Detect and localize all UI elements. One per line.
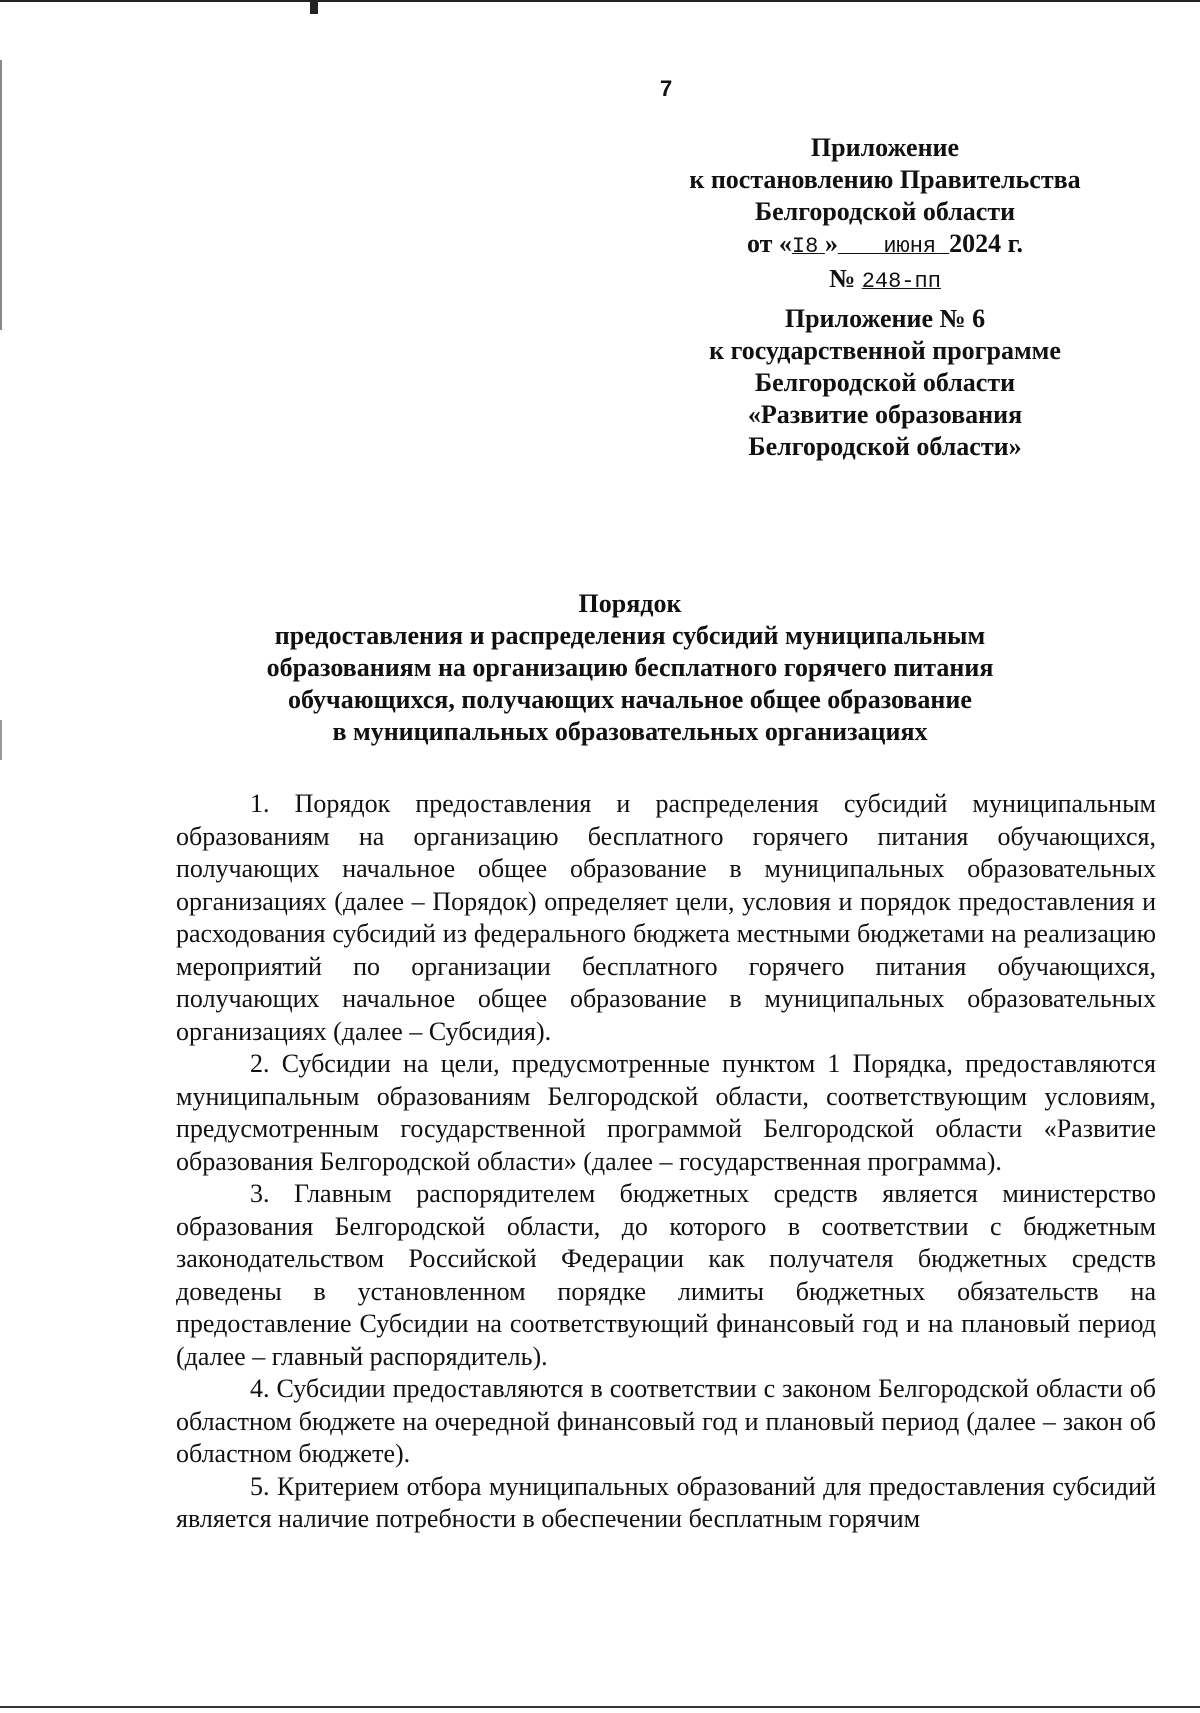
title-line-1: Порядок [578,589,682,618]
date-day: I8 [791,234,819,259]
appendix-line-5: Белгородской области» [748,432,1022,461]
appendix-line-2: к государственной программе [709,336,1061,365]
approval-date [640,228,1130,263]
date-day-close: » [824,229,838,258]
title-line-4: обучающихся, получающих начальное общее образование [288,685,972,714]
scan-border-left-mark [0,720,2,760]
document-body [176,788,1156,1536]
appendix-line-4: «Развитие образования [747,400,1023,429]
scan-border-left [0,60,2,330]
scan-border-bottom [0,1706,1200,1708]
date-prefix: от « [746,229,792,258]
approval-number [640,263,1130,298]
paragraph-5: 5. Критерием отбора муниципальных образований для предоставления субсидий является наличие потребности в обеспечении бесплатным горячим [176,1471,1156,1533]
paragraph-1: 1. Порядок предоставления и распределения субсидий муниципальным образованиям на организацию бесплатного горячего питания обучающихся, получающих начальное общее образование в муниципальных образовательных организациях (далее – Порядок) определяет цели, условия и порядок предоставления и расходования субсидий из федерального бюджета местными бюджетами на реализацию мероприятий по организации бесплатного горячего питания обучающихся, получающих начальное общее образование в муниципальных образовательных организациях (далее – Субсидия). [176,789,1156,1046]
scan-mark [310,0,318,14]
number-value: 248-пп [861,269,941,294]
approval-stamp [640,132,1130,298]
approval-line-1: Приложение [810,133,960,162]
title-line-5: в муниципальных образовательных организациях [332,717,928,746]
title-line-2: предоставления и распределения субсидий муниципальным [274,621,986,650]
appendix-line-1: Приложение № 6 [784,304,986,333]
document-title [230,588,1030,748]
paragraph-2: 2. Субсидии на цели, предусмотренные пунктом 1 Порядка, предоставляются муниципальным образованиям Белгородской области, соответствующим условиям, предусмотренным государственной программой Белгородской области «Развитие образования Белгородской области» (далее – государственная программа). [176,1049,1156,1176]
scan-border-top [0,0,1200,2]
page-number: 7 [660,76,673,101]
approval-line-2: к постановлению Правительства [689,165,1081,194]
paragraph-3: 3. Главным распорядителем бюджетных средств является министерство образования Белгородской области, до которого в соответствии с бюджетным законодательством Российской Федерации как получателя бюджетных средств доведены в установленном порядке лимиты бюджетных обязательств на предоставление Субсидии на соответствующий финансовый год и на плановый период (далее – главный распорядитель). [176,1179,1156,1371]
appendix-header [640,303,1130,463]
paragraph-4: 4. Субсидии предоставляются в соответствии с законом Белгородской области об областном бюджете на очередной финансовый год и плановый период (далее – закон об областном бюджете). [176,1374,1156,1468]
number-prefix: № [829,264,856,293]
appendix-line-3: Белгородской области [754,368,1016,397]
date-month: июня [883,234,937,259]
approval-line-3: Белгородской области [754,197,1016,226]
title-line-3: образованиям на организацию бесплатного горячего питания [266,653,994,682]
date-year: 2024 г. [949,229,1024,258]
